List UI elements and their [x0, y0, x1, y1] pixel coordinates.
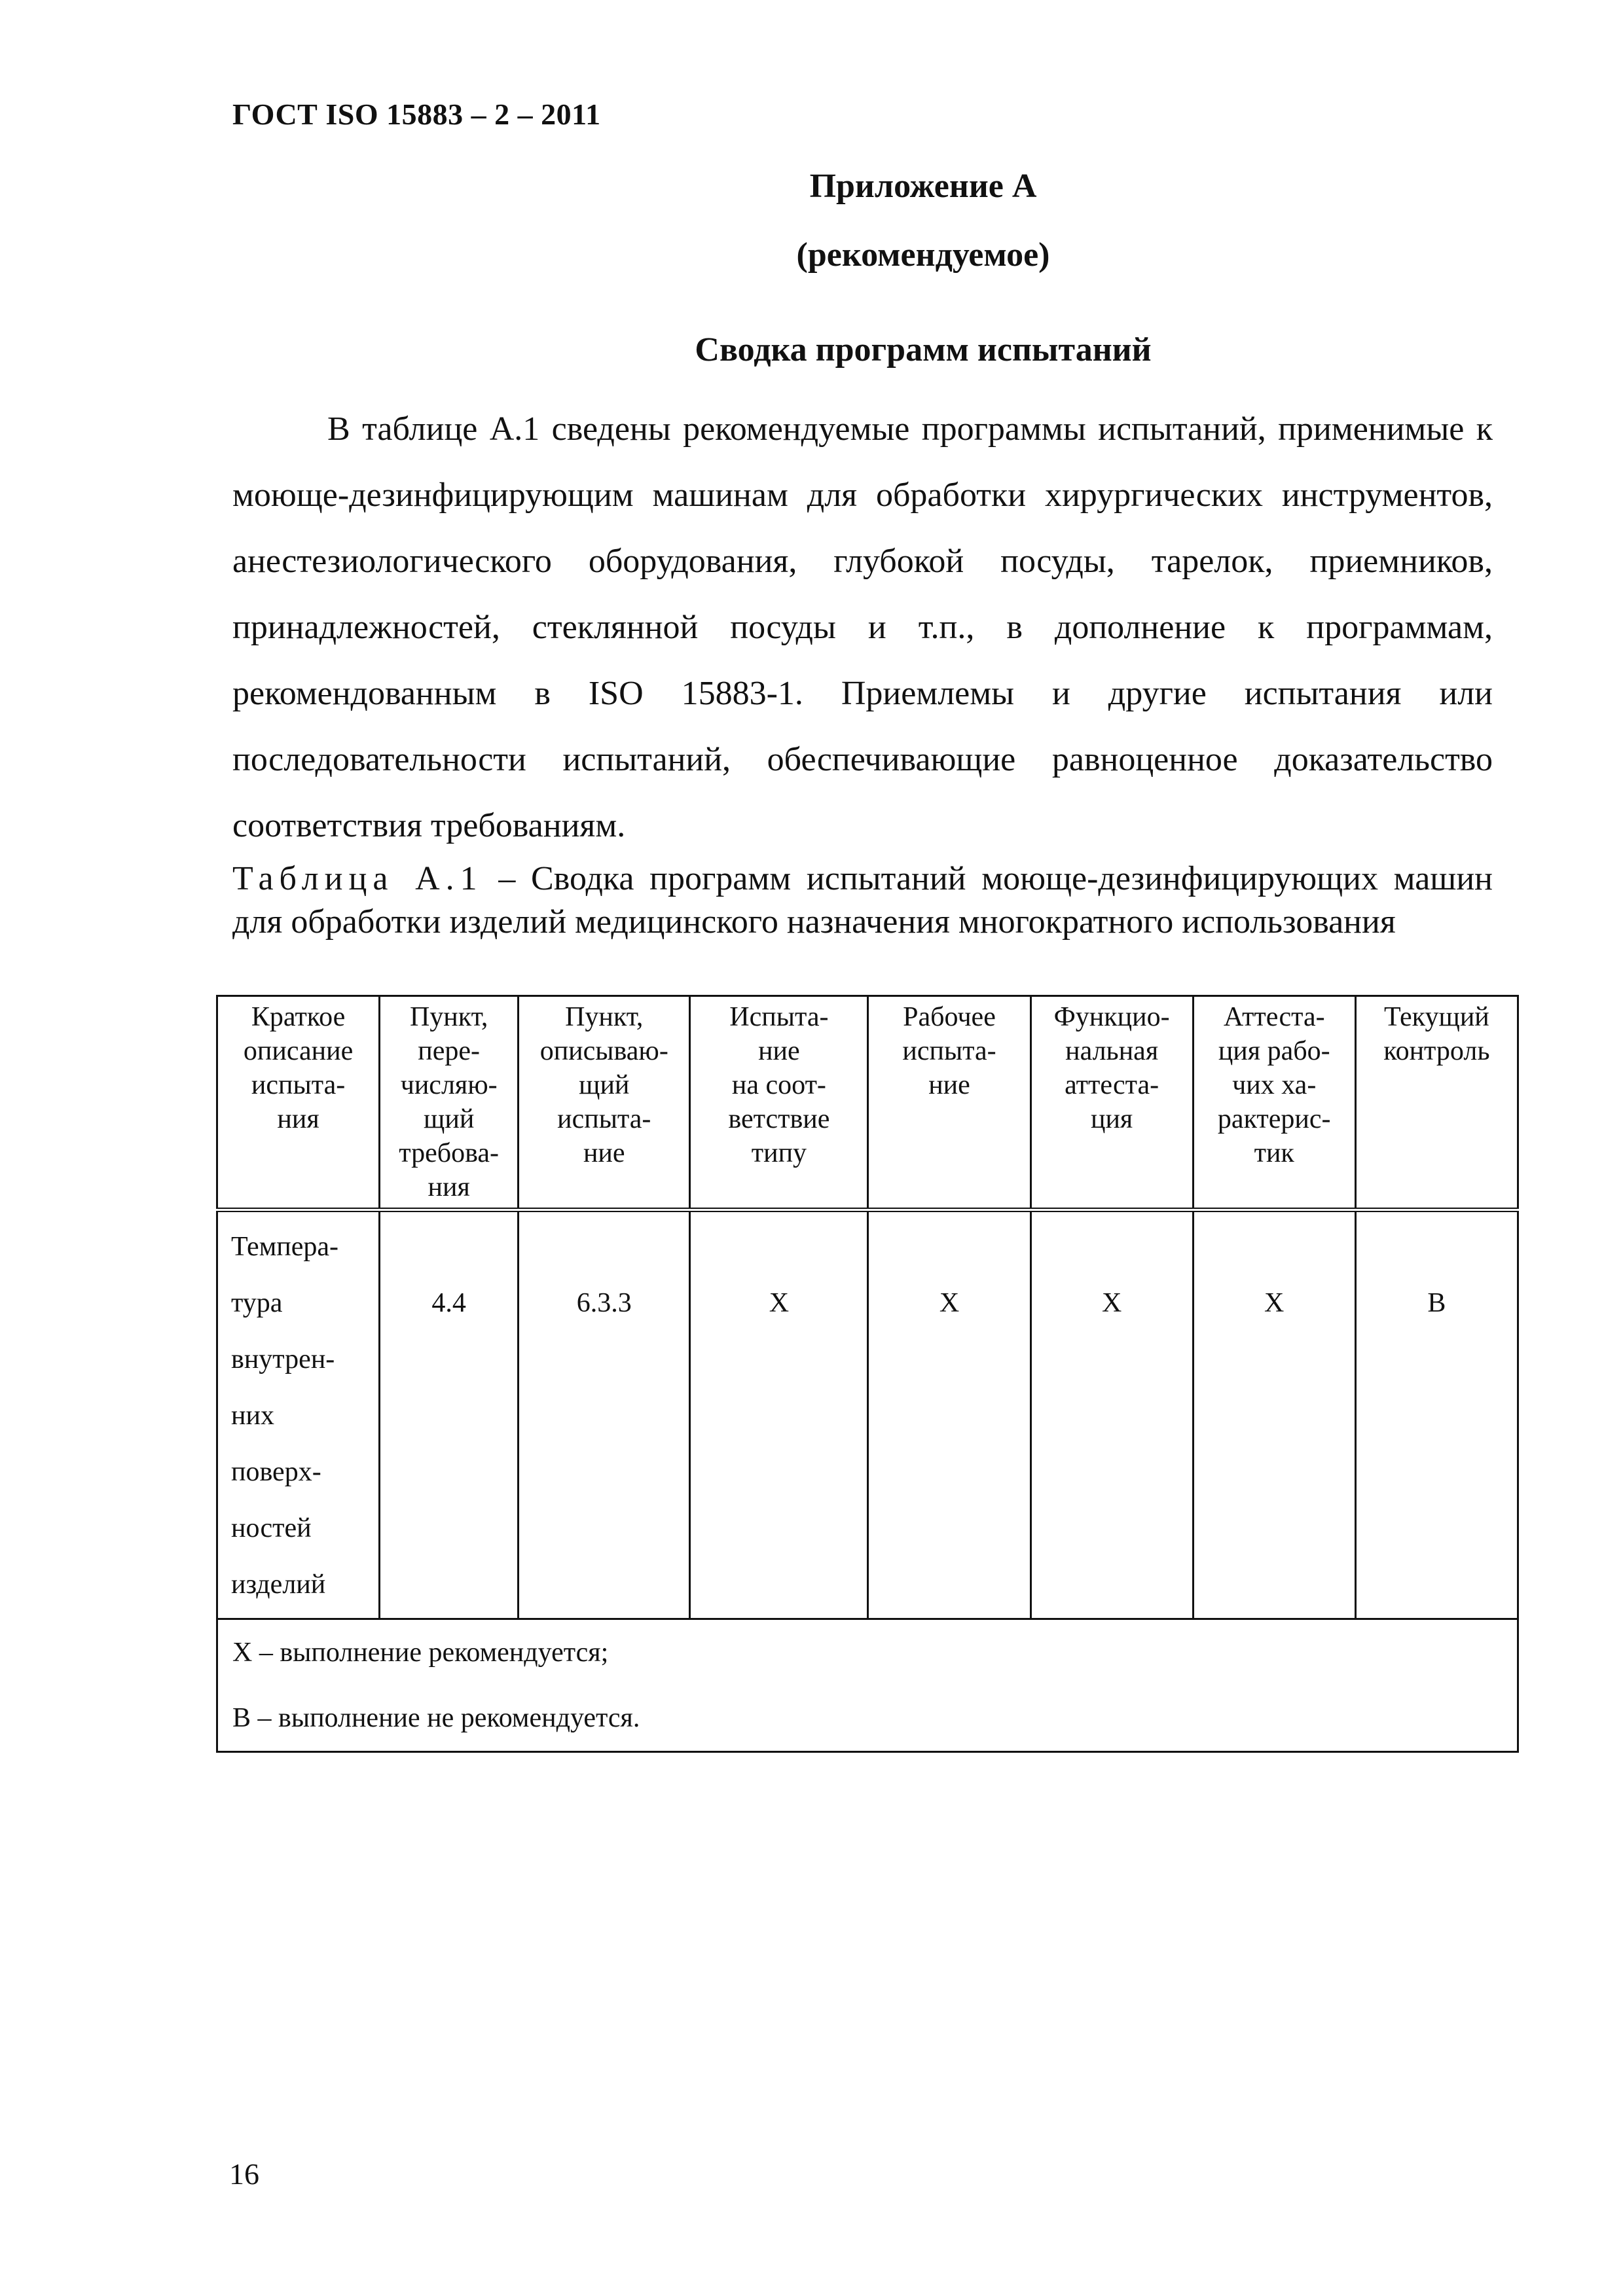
row-description: Темпера- тура внутрен- них поверх- ностей изделий	[217, 1210, 380, 1619]
cell-test-clause: 6.3.3	[519, 1210, 690, 1619]
header-operational-qualification: Функцио- нальная аттеста- ция	[1030, 996, 1193, 1210]
intro-paragraph: В таблице А.1 сведены рекомендуемые программы испытаний, применимые к моюще-дезинфицирующим машинам для обработки хирургических инструментов, анестезиологического оборудования, глубокой посуды, тарелок, приемников, принадлежностей, стеклянной посуды и т.п., в дополнение к программам, рекомендованным в ISO 15883-1. Приемлемы и другие испытания или последовательности испытаний, обеспечивающие равноценное доказательство соответствия требованиям.	[232, 410, 1493, 844]
cell-type-test: X	[690, 1210, 868, 1619]
legend-item-x: X – выполнение рекомендуется;	[232, 1638, 609, 1668]
cell-requirement-clause: 4.4	[380, 1210, 519, 1619]
table-header-row	[217, 996, 1518, 1210]
header-brief-description: Краткое описание испыта- ния	[217, 996, 380, 1210]
header-performance-qualification: Аттеста- ция рабо- чих ха- рактерис- тик	[1193, 996, 1355, 1210]
cell-works-test: X	[868, 1210, 1030, 1619]
header-type-test: Испыта- ние на соот- ветствие типу	[690, 996, 868, 1210]
header-test-clause: Пункт, описываю- щий испыта- ние	[519, 996, 690, 1210]
table-caption-label: Таблица А.1	[232, 860, 483, 897]
table-legend	[217, 1619, 1518, 1752]
legend-item-b: B – выполнение не рекомендуется.	[232, 1703, 640, 1733]
section-title: Сводка программ испытаний	[695, 331, 1152, 368]
document-header: ГОСТ ISO 15883 – 2 – 2011	[232, 98, 601, 131]
table-legend-row	[217, 1619, 1518, 1752]
page-number: 16	[229, 2157, 259, 2191]
header-requirement-clause: Пункт, пере- числяю- щий требова- ния	[380, 996, 519, 1210]
cell-operational-qualification: X	[1030, 1210, 1193, 1619]
appendix-status: (рекомендуемое)	[796, 236, 1050, 274]
table-row	[217, 1210, 1518, 1619]
cell-performance-qualification: X	[1193, 1210, 1355, 1619]
appendix-title: Приложение А	[809, 168, 1037, 205]
cell-routine-control: B	[1355, 1210, 1518, 1619]
header-works-test: Рабочее испыта- ние	[868, 996, 1030, 1210]
table-caption	[232, 857, 1493, 944]
header-routine-control: Текущий контроль	[1355, 996, 1518, 1210]
table-caption-text: – Сводка программ испытаний моюще-дезинфицирующих машин для обработки изделий медицинского назначения многократного использования	[232, 860, 1493, 941]
test-program-table	[216, 995, 1519, 1753]
